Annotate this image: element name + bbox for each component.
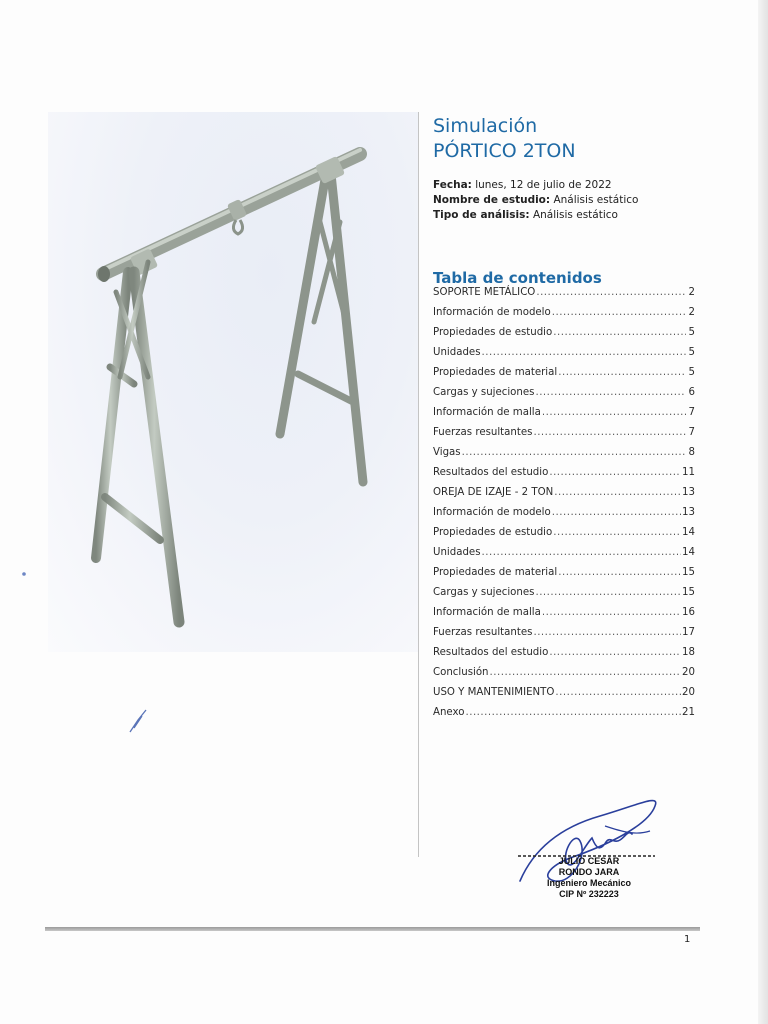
toc-entry-label: Resultados del estudio — [433, 467, 549, 478]
toc-entry-page: 14 — [682, 547, 695, 558]
toc-entry-label: Anexo — [433, 707, 465, 718]
toc-entry-page: 20 — [682, 667, 695, 678]
toc-entry-label: Propiedades de estudio — [433, 327, 553, 338]
meta-study-name-value: Análisis estático — [553, 194, 639, 206]
engineer-stamp — [524, 856, 654, 900]
toc-entry[interactable] — [433, 667, 695, 687]
toc-entry-label: Propiedades de material — [433, 367, 558, 378]
toc-leader-dots — [553, 327, 686, 338]
toc-entry-label: Propiedades de estudio — [433, 527, 553, 538]
toc-entry-label: Cargas y sujeciones — [433, 587, 535, 598]
toc-entry-label: USO Y MANTENIMIENTO — [433, 687, 555, 698]
toc-entry[interactable] — [433, 627, 695, 647]
toc-entry[interactable] — [433, 347, 695, 367]
page-edge-shadow — [758, 0, 768, 1024]
toc-entry-page: 15 — [682, 587, 695, 598]
toc-leader-dots — [558, 567, 681, 578]
document-title — [433, 114, 695, 164]
stamp-line-1: JULIO CESAR — [558, 856, 620, 866]
toc-leader-dots — [554, 487, 681, 498]
toc-entry-label: Información de malla — [433, 407, 541, 418]
toc-entry-page: 13 — [682, 487, 695, 498]
toc-entry[interactable] — [433, 287, 695, 307]
toc-entry[interactable] — [433, 307, 695, 327]
toc-entry[interactable] — [433, 527, 695, 547]
toc-entry-label: Información de malla — [433, 607, 541, 618]
toc-heading: Tabla de contenidos — [433, 269, 602, 287]
meta-analysis-type — [433, 208, 695, 223]
toc-entry-page: 21 — [682, 707, 695, 718]
toc-leader-dots — [549, 467, 681, 478]
toc-leader-dots — [542, 407, 686, 418]
toc-entry-page: 2 — [688, 287, 695, 298]
toc-entry-label: Conclusión — [433, 667, 489, 678]
toc-entry[interactable] — [433, 487, 695, 507]
study-metadata — [433, 178, 695, 223]
right-column — [433, 114, 695, 727]
toc-leader-dots — [552, 307, 686, 318]
toc-leader-dots — [462, 447, 686, 458]
toc-entry-page: 11 — [682, 467, 695, 478]
toc-entry-page: 7 — [688, 427, 695, 438]
toc-entry-page: 13 — [682, 507, 695, 518]
toc-entry[interactable] — [433, 407, 695, 427]
meta-date — [433, 178, 695, 193]
toc-leader-dots — [533, 627, 681, 638]
toc-entry[interactable] — [433, 707, 695, 727]
toc-entry[interactable] — [433, 387, 695, 407]
toc-entry-label: Fuerzas resultantes — [433, 427, 533, 438]
toc-leader-dots — [465, 707, 681, 718]
toc-leader-dots — [553, 527, 681, 538]
stamp-line-3: Ingeniero Mecánico — [546, 878, 632, 888]
toc-entry-page: 17 — [682, 627, 695, 638]
meta-analysis-type-label: Tipo de análisis: — [433, 209, 530, 221]
title-line-1: Simulación — [433, 115, 538, 137]
toc-entry-page: 5 — [688, 347, 695, 358]
table-of-contents — [433, 287, 695, 727]
toc-leader-dots — [549, 647, 681, 658]
toc-leader-dots — [555, 687, 681, 698]
toc-entry-page: 7 — [688, 407, 695, 418]
footer-rule — [45, 927, 700, 931]
toc-entry-page: 16 — [682, 607, 695, 618]
toc-entry-label: OREJA DE IZAJE - 2 TON — [433, 487, 554, 498]
meta-date-label: Fecha: — [433, 179, 472, 191]
toc-entry-page: 14 — [682, 527, 695, 538]
toc-entry[interactable] — [433, 427, 695, 447]
page-number: 1 — [684, 934, 691, 945]
toc-leader-dots — [558, 367, 686, 378]
toc-entry[interactable] — [433, 587, 695, 607]
meta-analysis-type-value: Análisis estático — [532, 209, 618, 221]
toc-leader-dots — [542, 607, 681, 618]
toc-entry[interactable] — [433, 447, 695, 467]
toc-leader-dots — [482, 347, 687, 358]
toc-entry[interactable] — [433, 647, 695, 667]
scan-speck — [20, 570, 30, 580]
toc-entry-label: Unidades — [433, 347, 481, 358]
toc-entry[interactable] — [433, 507, 695, 527]
meta-study-name — [433, 193, 695, 208]
toc-entry-page: 6 — [688, 387, 695, 398]
toc-leader-dots — [490, 667, 682, 678]
toc-leader-dots — [482, 547, 682, 558]
toc-entry[interactable] — [433, 367, 695, 387]
stamp-line-2: RONDO JARA — [558, 867, 620, 877]
toc-leader-dots — [535, 587, 681, 598]
toc-entry-label: Fuerzas resultantes — [433, 627, 533, 638]
toc-entry[interactable] — [433, 607, 695, 627]
meta-study-name-label: Nombre de estudio: — [433, 194, 551, 206]
toc-entry-page: 5 — [688, 367, 695, 378]
column-divider — [418, 112, 419, 857]
toc-entry-label: Información de modelo — [433, 507, 551, 518]
toc-leader-dots — [536, 287, 686, 298]
toc-entry-label: Cargas y sujeciones — [433, 387, 535, 398]
toc-entry-label: Propiedades de material — [433, 567, 558, 578]
toc-leader-dots — [552, 507, 681, 518]
toc-entry[interactable] — [433, 687, 695, 707]
toc-entry-label: Unidades — [433, 547, 481, 558]
toc-entry-page: 5 — [688, 327, 695, 338]
toc-entry-page: 8 — [688, 447, 695, 458]
toc-entry-label: Resultados del estudio — [433, 647, 549, 658]
toc-entry-page: 18 — [682, 647, 695, 658]
toc-entry[interactable] — [433, 467, 695, 487]
toc-entry-page: 2 — [688, 307, 695, 318]
toc-entry-page: 20 — [682, 687, 695, 698]
toc-entry[interactable] — [433, 547, 695, 567]
metal-gantry-frame-icon — [48, 112, 418, 652]
toc-entry-page: 15 — [682, 567, 695, 578]
toc-entry-label: Vigas — [433, 447, 461, 458]
toc-entry-label: Información de modelo — [433, 307, 551, 318]
toc-leader-dots — [533, 427, 686, 438]
toc-leader-dots — [535, 387, 686, 398]
toc-entry[interactable] — [433, 567, 695, 587]
scan-mark — [126, 700, 156, 740]
title-line-2: PÓRTICO 2TON — [433, 140, 576, 162]
toc-entry-label: SOPORTE METÁLICO — [433, 287, 536, 298]
meta-date-value: lunes, 12 de julio de 2022 — [475, 179, 612, 191]
toc-entry[interactable] — [433, 327, 695, 347]
stamp-line-4: CIP Nº 232223 — [559, 889, 619, 899]
gantry-frame-image — [48, 112, 418, 652]
